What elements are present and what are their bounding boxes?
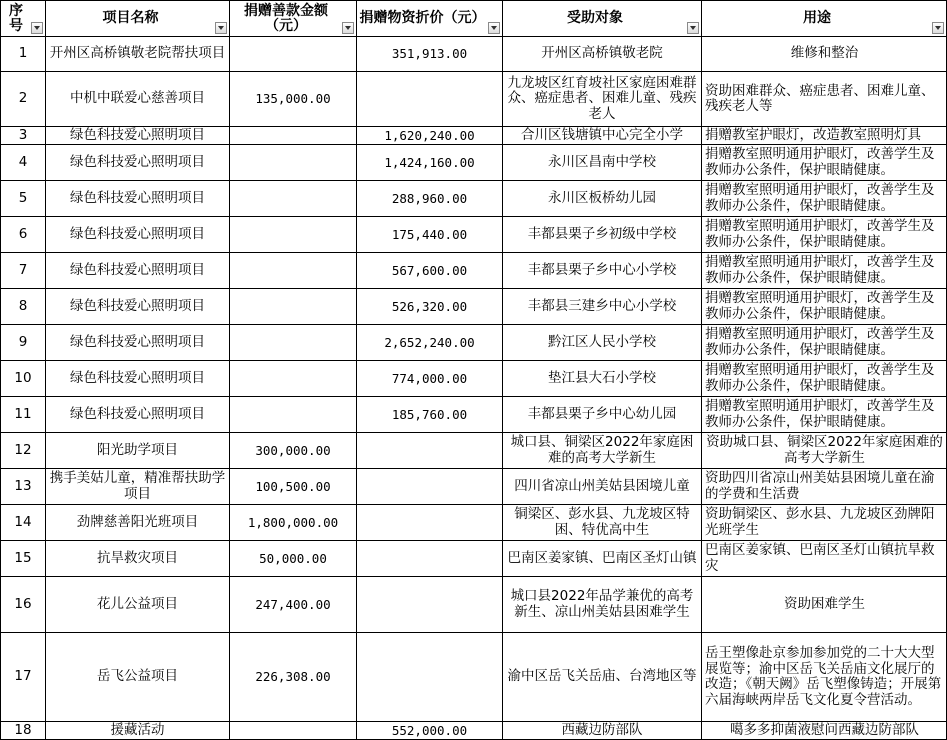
- cell-cash[interactable]: [230, 722, 357, 740]
- cell-purpose[interactable]: 捐赠教室照明通用护眼灯，改善学生及教师办公条件，保护眼睛健康。: [702, 145, 947, 181]
- cell-purpose[interactable]: 捐赠教室照明通用护眼灯，改善学生及教师办公条件，保护眼睛健康。: [702, 397, 947, 433]
- cell-cash[interactable]: 247,400.00: [230, 577, 357, 633]
- cell-cash[interactable]: 1,800,000.00: [230, 505, 357, 541]
- cell-project[interactable]: 绿色科技爱心照明项目: [46, 217, 230, 253]
- table-row: [1, 722, 947, 740]
- cell-goods[interactable]: 185,760.00: [357, 397, 503, 433]
- table-row: [1, 433, 947, 469]
- cell-recipient[interactable]: 合川区钱塘镇中心完全小学: [503, 127, 702, 145]
- cell-cash[interactable]: 50,000.00: [230, 541, 357, 577]
- table-row: [1, 181, 947, 217]
- cell-project[interactable]: 绿色科技爱心照明项目: [46, 127, 230, 145]
- filter-dropdown-icon[interactable]: [488, 22, 500, 34]
- cell-seq[interactable]: 9: [1, 325, 46, 361]
- cell-goods[interactable]: 567,600.00: [357, 253, 503, 289]
- table-row: [1, 361, 947, 397]
- table-row: [1, 72, 947, 127]
- cell-purpose[interactable]: 维修和整治: [702, 37, 947, 72]
- cell-goods[interactable]: [357, 469, 503, 505]
- table-row: [1, 145, 947, 181]
- cell-recipient[interactable]: 四川省凉山州美姑县困境儿童: [503, 469, 702, 505]
- cell-recipient[interactable]: 丰都县三建乡中心小学校: [503, 289, 702, 325]
- cell-cash[interactable]: [230, 127, 357, 145]
- cell-recipient[interactable]: 永川区昌南中学校: [503, 145, 702, 181]
- column-header-project: [46, 1, 230, 37]
- cell-recipient[interactable]: 城口县、铜梁区2022年家庭困难的高考大学新生: [503, 433, 702, 469]
- cell-project[interactable]: 岳飞公益项目: [46, 633, 230, 722]
- cell-project[interactable]: 开州区高桥镇敬老院帮扶项目: [46, 37, 230, 72]
- cell-purpose[interactable]: 资助困难学生: [702, 577, 947, 633]
- filter-dropdown-icon[interactable]: [687, 22, 699, 34]
- cell-seq[interactable]: 2: [1, 72, 46, 127]
- cell-recipient[interactable]: 黔江区人民小学校: [503, 325, 702, 361]
- cell-seq[interactable]: 5: [1, 181, 46, 217]
- table-row: [1, 217, 947, 253]
- cell-cash[interactable]: 135,000.00: [230, 72, 357, 127]
- cell-recipient[interactable]: 巴南区姜家镇、巴南区圣灯山镇: [503, 541, 702, 577]
- cell-seq[interactable]: 15: [1, 541, 46, 577]
- header-label: 受助对象: [567, 10, 623, 26]
- cell-purpose[interactable]: 捐赠教室照明通用护眼灯，改善学生及教师办公条件，保护眼睛健康。: [702, 289, 947, 325]
- header-label: 序号: [9, 2, 23, 34]
- table-row: [1, 505, 947, 541]
- cell-purpose[interactable]: 捐赠教室照明通用护眼灯，改善学生及教师办公条件，保护眼睛健康。: [702, 325, 947, 361]
- cell-project[interactable]: 花儿公益项目: [46, 577, 230, 633]
- cell-project[interactable]: 绿色科技爱心照明项目: [46, 361, 230, 397]
- cell-goods[interactable]: 2,652,240.00: [357, 325, 503, 361]
- cell-project[interactable]: 绿色科技爱心照明项目: [46, 181, 230, 217]
- table-row: [1, 127, 947, 145]
- cell-project[interactable]: 绿色科技爱心照明项目: [46, 397, 230, 433]
- cell-seq[interactable]: 1: [1, 37, 46, 72]
- table-row: [1, 397, 947, 433]
- cell-recipient[interactable]: 西藏边防部队: [503, 722, 702, 740]
- cell-goods[interactable]: 175,440.00: [357, 217, 503, 253]
- cell-recipient[interactable]: 九龙坡区红育坡社区家庭困难群众、癌症患者、困难儿童、残疾老人: [503, 72, 702, 127]
- filter-dropdown-icon[interactable]: [342, 22, 354, 34]
- cell-goods[interactable]: 1,620,240.00: [357, 127, 503, 145]
- cell-cash[interactable]: [230, 253, 357, 289]
- column-header-purpose: [702, 1, 947, 37]
- cell-project[interactable]: 绿色科技爱心照明项目: [46, 325, 230, 361]
- cell-seq[interactable]: 17: [1, 633, 46, 722]
- cell-purpose[interactable]: 捐赠教室照明通用护眼灯，改善学生及教师办公条件，保护眼睛健康。: [702, 253, 947, 289]
- cell-seq[interactable]: 3: [1, 127, 46, 145]
- cell-project[interactable]: 抗旱救灾项目: [46, 541, 230, 577]
- cell-purpose[interactable]: 捐赠教室照明通用护眼灯，改善学生及教师办公条件，保护眼睛健康。: [702, 217, 947, 253]
- cell-seq[interactable]: 7: [1, 253, 46, 289]
- cell-goods[interactable]: 1,424,160.00: [357, 145, 503, 181]
- header-label: 捐赠物资折价（元）: [359, 10, 486, 26]
- table-row: [1, 469, 947, 505]
- cell-recipient[interactable]: 城口县2022年品学兼优的高考新生、凉山州美姑县困难学生: [503, 577, 702, 633]
- cell-project[interactable]: 绿色科技爱心照明项目: [46, 145, 230, 181]
- cell-cash[interactable]: 300,000.00: [230, 433, 357, 469]
- filter-dropdown-icon[interactable]: [932, 22, 944, 34]
- cell-goods[interactable]: [357, 541, 503, 577]
- cell-recipient[interactable]: 丰都县栗子乡初级中学校: [503, 217, 702, 253]
- cell-goods[interactable]: [357, 633, 503, 722]
- cell-project[interactable]: 援藏活动: [46, 722, 230, 740]
- cell-purpose[interactable]: 资助城口县、铜梁区2022年家庭困难的高考大学新生: [702, 433, 947, 469]
- cell-seq[interactable]: 11: [1, 397, 46, 433]
- cell-seq[interactable]: 6: [1, 217, 46, 253]
- cell-seq[interactable]: 13: [1, 469, 46, 505]
- cell-project[interactable]: 绿色科技爱心照明项目: [46, 289, 230, 325]
- cell-purpose[interactable]: 捐赠教室护眼灯，改造教室照明灯具: [702, 127, 947, 145]
- table-row: [1, 253, 947, 289]
- table-row: [1, 633, 947, 722]
- column-header-seq: [1, 1, 46, 37]
- cell-seq[interactable]: 4: [1, 145, 46, 181]
- cell-recipient[interactable]: 永川区板桥幼儿园: [503, 181, 702, 217]
- table-row: [1, 325, 947, 361]
- cell-cash[interactable]: [230, 289, 357, 325]
- column-header-cash: [230, 1, 357, 37]
- cell-project[interactable]: 阳光助学项目: [46, 433, 230, 469]
- cell-project[interactable]: 中机中联爱心慈善项目: [46, 72, 230, 127]
- cell-purpose[interactable]: 捐赠教室照明通用护眼灯，改善学生及教师办公条件，保护眼睛健康。: [702, 361, 947, 397]
- cell-goods[interactable]: 552,000.00: [357, 722, 503, 740]
- cell-goods[interactable]: [357, 433, 503, 469]
- column-header-recipient: [503, 1, 702, 37]
- cell-cash[interactable]: [230, 181, 357, 217]
- filter-dropdown-icon[interactable]: [31, 22, 43, 34]
- cell-purpose[interactable]: 捐赠教室照明通用护眼灯，改善学生及教师办公条件，保护眼睛健康。: [702, 181, 947, 217]
- cell-recipient[interactable]: 丰都县栗子乡中心幼儿园: [503, 397, 702, 433]
- cell-cash[interactable]: [230, 361, 357, 397]
- cell-goods[interactable]: 526,320.00: [357, 289, 503, 325]
- cell-seq[interactable]: 16: [1, 577, 46, 633]
- header-label: 项目名称: [102, 10, 159, 26]
- cell-goods[interactable]: 351,913.00: [357, 37, 503, 72]
- cell-seq[interactable]: 18: [1, 722, 46, 740]
- cell-recipient[interactable]: 垫江县大石小学校: [503, 361, 702, 397]
- cell-project[interactable]: 劲牌慈善阳光班项目: [46, 505, 230, 541]
- header-row: [1, 1, 947, 37]
- cell-seq[interactable]: 14: [1, 505, 46, 541]
- cell-cash[interactable]: [230, 145, 357, 181]
- table-row: [1, 541, 947, 577]
- cell-project[interactable]: 绿色科技爱心照明项目: [46, 253, 230, 289]
- table-row: [1, 577, 947, 633]
- cell-goods[interactable]: 288,960.00: [357, 181, 503, 217]
- cell-cash[interactable]: [230, 217, 357, 253]
- cell-purpose[interactable]: 资助困难群众、癌症患者、困难儿童、残疾老人等: [702, 72, 947, 127]
- column-header-goods: [357, 1, 503, 37]
- cell-goods[interactable]: [357, 72, 503, 127]
- cell-seq[interactable]: 10: [1, 361, 46, 397]
- table-row: [1, 289, 947, 325]
- cell-project[interactable]: 携手美姑儿童，精准帮扶助学项目: [46, 469, 230, 505]
- cell-purpose[interactable]: 岳王塑像赴京参加参加党的二十大大型展览等；渝中区岳飞关岳庙文化展厅的改造；《朝天阙》岳飞塑像铸造；开展第六届海峡两岸岳飞文化夏令营活动。: [702, 633, 947, 722]
- cell-goods[interactable]: 774,000.00: [357, 361, 503, 397]
- cell-cash[interactable]: [230, 37, 357, 72]
- header-label: 用途: [803, 10, 831, 26]
- cell-recipient[interactable]: 渝中区岳飞关岳庙、台湾地区等: [503, 633, 702, 722]
- cell-recipient[interactable]: 丰都县栗子乡中心小学校: [503, 253, 702, 289]
- cell-cash[interactable]: [230, 397, 357, 433]
- cell-purpose[interactable]: 资助铜梁区、彭水县、九龙坡区劲牌阳光班学生: [702, 505, 947, 541]
- cell-seq[interactable]: 12: [1, 433, 46, 469]
- cell-recipient[interactable]: 开州区高桥镇敬老院: [503, 37, 702, 72]
- cell-purpose[interactable]: 资助四川省凉山州美姑县困境儿童在渝的学费和生活费: [702, 469, 947, 505]
- cell-purpose[interactable]: 噶多多抑菌液慰问西藏边防部队: [702, 722, 947, 740]
- cell-purpose[interactable]: 巴南区姜家镇、巴南区圣灯山镇抗旱救灾: [702, 541, 947, 577]
- cell-cash[interactable]: [230, 325, 357, 361]
- cell-goods[interactable]: [357, 505, 503, 541]
- cell-cash[interactable]: 226,308.00: [230, 633, 357, 722]
- table-row: [1, 37, 947, 72]
- header-label: 捐赠善款金额（元）: [244, 2, 328, 34]
- cell-seq[interactable]: 8: [1, 289, 46, 325]
- cell-cash[interactable]: 100,500.00: [230, 469, 357, 505]
- cell-recipient[interactable]: 铜梁区、彭水县、九龙坡区特困、特优高中生: [503, 505, 702, 541]
- cell-goods[interactable]: [357, 577, 503, 633]
- filter-dropdown-icon[interactable]: [215, 22, 227, 34]
